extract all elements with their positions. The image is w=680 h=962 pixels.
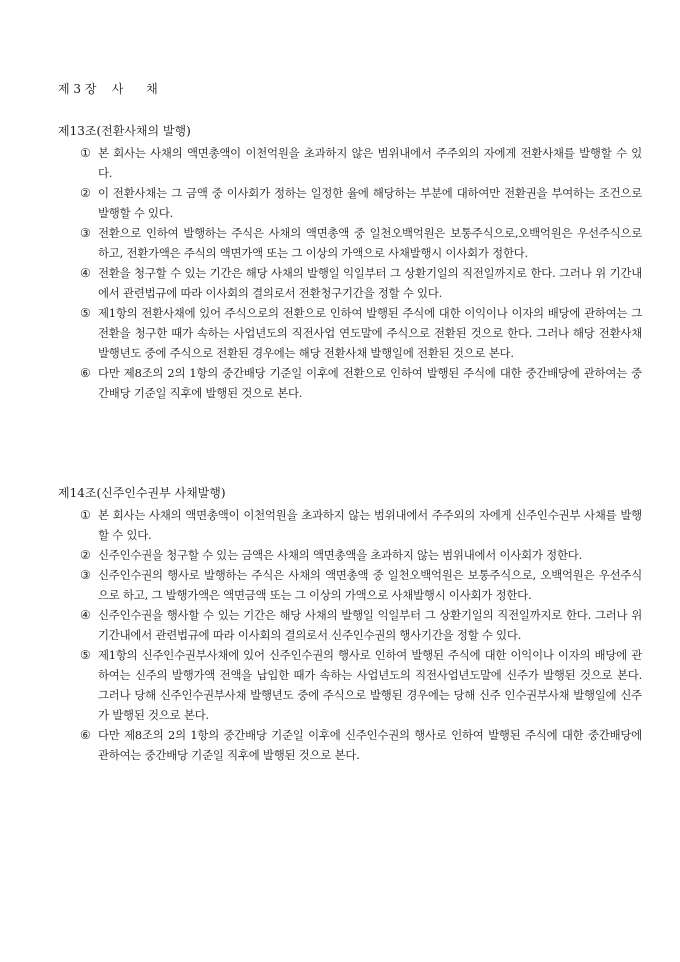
paragraph-number: ④: [80, 266, 91, 280]
paragraph: [80, 303, 648, 363]
paragraph: [80, 363, 648, 403]
paragraph-number: ②: [80, 548, 91, 562]
chapter-title: 제 3 장 사 채: [58, 82, 158, 96]
paragraph: [80, 223, 648, 263]
paragraph-number: ⑤: [80, 306, 91, 320]
paragraph: [80, 645, 648, 725]
paragraph-text: 전환을 청구할 수 있는 기간은 해당 사채의 발행일 익일부터 그 상환기일의 직전일까지로 한다. 그러나 위 기간내에서 관련법규에 따라 이사회의 결의로서 전환청구기간을 정할 수 있다.: [98, 266, 642, 300]
paragraph-text: 제1항의 전환사채에 있어 주식으로의 전환으로 인하여 발행된 주식에 대한 이익이나 이자의 배당에 관하여는 그 전환을 청구한 때가 속하는 사업년도의 직전사업 연도말에 주식으로 전환된 것으로 한다. 그러나 해당 전환사채발행년도 중에 주식으로 전환된 경우에는 해당 전환사채 발행일에 전환된 것으로 본다.: [98, 306, 642, 360]
paragraph: [80, 545, 648, 565]
paragraph-text: 다만 제8조의 2의 1항의 중간배당 기준일 이후에 전환으로 인하여 발행된 주식에 대한 중간배당에 관하여는 중간배당 기준일 직후에 발행된 것으로 본다.: [98, 366, 642, 400]
paragraph: [80, 143, 648, 183]
paragraph: [80, 605, 648, 645]
paragraph: [80, 263, 648, 303]
article-13: [58, 122, 648, 403]
paragraph: [80, 505, 648, 545]
paragraph: [80, 725, 648, 765]
paragraph-text: 다만 제8조의 2의 1항의 중간배당 기준일 이후에 신주인수권의 행사로 인하여 발행된 주식에 대한 중간배당에 관하여는 중간배당 기준일 직후에 발행된 것으로 본다.: [98, 728, 642, 762]
paragraph-number: ③: [80, 568, 91, 582]
paragraph-text: 본 회사는 사채의 액면총액이 이천억원을 초과하지 않은 범위내에서 주주외의 자에게 전환사채를 발행할 수 있다.: [98, 146, 642, 180]
paragraph-number: ②: [80, 186, 91, 200]
article-title: 제13조(전환사채의 발행): [58, 124, 191, 138]
article-14: [58, 484, 648, 765]
paragraph-number: ④: [80, 608, 91, 622]
paragraph-number: ⑥: [80, 728, 91, 742]
paragraph-number: ③: [80, 226, 91, 240]
paragraph-text: 제1항의 신주인수권부사채에 있어 신주인수권의 행사로 인하여 발행된 주식에 대한 이익이나 이자의 배당에 관하여는 신주의 발행가액 전액을 납입한 때가 속하는 사업년도의 직전사업년도말에 신주가 발행된 것으로 본다. 그러나 당해 신주인수권부사채 발행년도 중에 주식으로 발행된 경우에는 당해 신주 인수권부사채 발행일에 신주가 발행된 것으로 본다.: [98, 648, 642, 722]
paragraph-number: ⑤: [80, 648, 91, 662]
paragraph-text: 신주인수권의 행사로 발행하는 주식은 사채의 액면총액 중 일천오백억원은 보통주식으로, 오백억원은 우선주식으로 하고, 그 발행가액은 액면금액 또는 그 이상의 가액으로 사채발행시 이사회가 정한다.: [98, 568, 642, 602]
paragraph-text: 신주인수권을 행사할 수 있는 기간은 해당 사채의 발행일 익일부터 그 상환기일의 직전일까지로 한다. 그러나 위 기간내에서 관련법규에 따라 이사회의 결의로서 신주인수권의 행사기간을 정할 수 있다.: [98, 608, 642, 642]
paragraph-text: 이 전환사채는 그 금액 중 이사회가 정하는 일정한 율에 해당하는 부분에 대하여만 전환권을 부여하는 조건으로 발행할 수 있다.: [98, 186, 642, 220]
paragraph-number: ①: [80, 508, 91, 522]
paragraph-number: ①: [80, 146, 91, 160]
article-title: 제14조(신주인수권부 사채발행): [58, 486, 226, 500]
paragraph-text: 전환으로 인하여 발행하는 주식은 사채의 액면총액 중 일천오백억원은 보통주식으로,오백억원은 우선주식으로 하고, 전환가액은 주식의 액면가액 또는 그 이상의 가액으로 사채발행시 이사회가 정한다.: [98, 226, 642, 260]
paragraph: [80, 183, 648, 223]
paragraph-text: 본 회사는 사채의 액면총액이 이천억원을 초과하지 않는 범위내에서 주주외의 자에게 신주인수권부 사채를 발행할 수 있다.: [98, 508, 642, 542]
paragraph: [80, 565, 648, 605]
paragraph-text: 신주인수권을 청구할 수 있는 금액은 사채의 액면총액을 초과하지 않는 범위내에서 이사회가 정한다.: [98, 548, 582, 562]
paragraph-number: ⑥: [80, 366, 91, 380]
